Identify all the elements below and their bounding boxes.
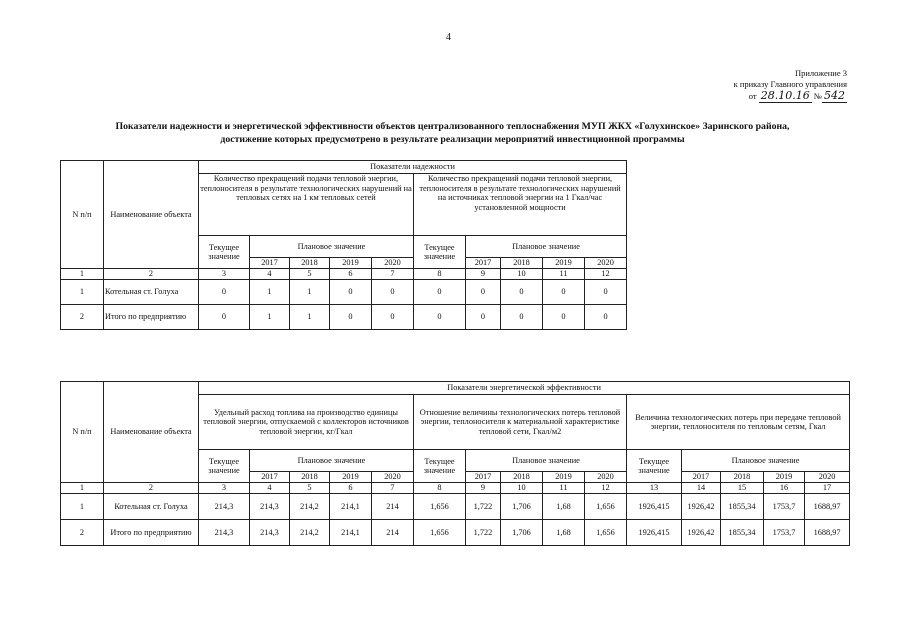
planned-value-header: Плановое значение xyxy=(682,450,850,472)
year-header: 2018 xyxy=(721,472,764,483)
cell: 0 xyxy=(543,280,585,305)
cell: 1753,7 xyxy=(764,494,805,520)
appendix-line-1: Приложение 3 xyxy=(795,68,847,78)
table-row xyxy=(61,520,850,546)
col-number: 10 xyxy=(501,269,543,280)
row-number: 2 xyxy=(61,520,104,546)
col-number: 1 xyxy=(61,269,104,280)
year-header: 2019 xyxy=(330,472,372,483)
cell: 1,706 xyxy=(501,520,543,546)
year-header: 2018 xyxy=(290,472,330,483)
cell: 1,722 xyxy=(466,494,501,520)
cell: 1926,42 xyxy=(682,520,721,546)
cell: 0 xyxy=(543,305,585,330)
col-number: 11 xyxy=(543,269,585,280)
indicator-3-header: Величина технологических потерь при передаче тепловой энергии, теплоносителя по тепловым сетям, Гкал xyxy=(627,395,850,450)
current-value-header: Текущее значение xyxy=(414,450,466,483)
col-header-num: N п/п xyxy=(61,161,104,269)
col-number: 3 xyxy=(199,483,250,494)
col-number: 15 xyxy=(721,483,764,494)
col-number: 9 xyxy=(466,269,501,280)
title-line-2: достижение которых предусмотрено в результате реализации мероприятий инвестиционной программы xyxy=(220,134,685,145)
col-number: 5 xyxy=(290,269,330,280)
col-number: 12 xyxy=(585,483,627,494)
reliability-table xyxy=(60,160,891,330)
col-number: 13 xyxy=(627,483,682,494)
col-number: 11 xyxy=(543,483,585,494)
indicator-1-header: Количество прекращений подачи тепловой энергии, теплоносителя в результате технологических нарушений на тепловых сетях на 1 км тепловых сетей xyxy=(199,174,414,236)
cell: 0 xyxy=(414,305,466,330)
cell: 1,656 xyxy=(414,494,466,520)
handwritten-date: 28.10.16 xyxy=(760,89,810,102)
current-value-header: Текущее значение xyxy=(199,236,250,269)
col-number: 6 xyxy=(330,483,372,494)
col-number: 4 xyxy=(250,269,290,280)
col-number: 2 xyxy=(104,483,199,494)
current-value-header: Текущее значение xyxy=(199,450,250,483)
energy-efficiency-table xyxy=(60,381,850,546)
cell: 1 xyxy=(290,305,330,330)
col-number: 9 xyxy=(466,483,501,494)
planned-value-header: Плановое значение xyxy=(466,236,627,258)
cell: 0 xyxy=(330,305,372,330)
col-number: 5 xyxy=(290,483,330,494)
cell: 0 xyxy=(501,305,543,330)
cell: 0 xyxy=(199,280,250,305)
cell: 1688,97 xyxy=(805,494,850,520)
cell: 1,656 xyxy=(585,494,627,520)
col-number: 12 xyxy=(585,269,627,280)
col-header-name: Наименование объекта xyxy=(104,382,199,483)
cell: 1 xyxy=(250,305,290,330)
row-name: Котельная ст. Голуха xyxy=(104,280,199,305)
year-header: 2018 xyxy=(501,472,543,483)
col-header-num: N п/п xyxy=(61,382,104,483)
col-number: 2 xyxy=(104,269,199,280)
handwritten-number: 542 xyxy=(824,89,845,102)
cell: 1,706 xyxy=(501,494,543,520)
document-title xyxy=(60,120,845,146)
year-header: 2017 xyxy=(466,472,501,483)
row-name: Котельная ст. Голуха xyxy=(104,494,199,520)
cell: 1,656 xyxy=(585,520,627,546)
cell: 1 xyxy=(250,280,290,305)
cell: 0 xyxy=(330,280,372,305)
cell: 1,68 xyxy=(543,520,585,546)
cell: 214,3 xyxy=(199,494,250,520)
cell: 214 xyxy=(372,520,414,546)
current-value-header: Текущее значение xyxy=(627,450,682,483)
row-name: Итого по предприятию xyxy=(104,520,199,546)
page-number: 4 xyxy=(446,32,451,43)
cell: 1688,97 xyxy=(805,520,850,546)
year-header: 2020 xyxy=(372,258,414,269)
cell: 214,3 xyxy=(250,520,290,546)
col-number: 14 xyxy=(682,483,721,494)
year-header: 2019 xyxy=(543,472,585,483)
appendix-line-2: к приказу Главного управления xyxy=(733,79,847,89)
cell: 0 xyxy=(372,280,414,305)
group-header-energy: Показатели энергетической эффективности xyxy=(199,382,850,395)
col-number: 1 xyxy=(61,483,104,494)
cell: 0 xyxy=(466,280,501,305)
row-number: 1 xyxy=(61,494,104,520)
cell: 1855,34 xyxy=(721,494,764,520)
cell: 0 xyxy=(501,280,543,305)
title-line-1: Показатели надежности и энергетической эффективности объектов централизованного теплоснабжения МУП ЖКХ «Голухинское» Заринского района, xyxy=(115,121,790,132)
cell: 0 xyxy=(585,305,627,330)
column-number-row xyxy=(61,483,850,494)
col-number: 8 xyxy=(414,269,466,280)
cell: 1926,415 xyxy=(627,520,682,546)
indicator-2-header: Отношение величины технологических потерь тепловой энергии, теплоносителя к материальной характеристике тепловой сети, Гкал/м2 xyxy=(414,395,627,450)
col-number: 3 xyxy=(199,269,250,280)
planned-value-header: Плановое значение xyxy=(466,450,627,472)
indicator-1-header: Удельный расход топлива на производство единицы тепловой энергии, отпускаемой с коллекторов источников тепловой энергии, кг/Гкал xyxy=(199,395,414,450)
cell: 1 xyxy=(290,280,330,305)
cell: 214,3 xyxy=(250,494,290,520)
cell: 1,68 xyxy=(543,494,585,520)
cell: 1855,34 xyxy=(721,520,764,546)
cell: 214,2 xyxy=(290,494,330,520)
row-number: 1 xyxy=(61,280,104,305)
planned-value-header: Плановое значение xyxy=(250,236,414,258)
col-number: 8 xyxy=(414,483,466,494)
year-header: 2017 xyxy=(250,258,290,269)
col-number: 17 xyxy=(805,483,850,494)
year-header: 2017 xyxy=(466,258,501,269)
cell: 1753,7 xyxy=(764,520,805,546)
cell: 1926,42 xyxy=(682,494,721,520)
year-header: 2020 xyxy=(805,472,850,483)
cell: 214 xyxy=(372,494,414,520)
planned-value-header: Плановое значение xyxy=(250,450,414,472)
col-number: 7 xyxy=(372,269,414,280)
cell: 214,1 xyxy=(330,520,372,546)
cell: 0 xyxy=(466,305,501,330)
group-header-reliability: Показатели надежности xyxy=(199,161,627,174)
cell: 214,1 xyxy=(330,494,372,520)
cell: 0 xyxy=(372,305,414,330)
year-header: 2017 xyxy=(250,472,290,483)
year-header: 2020 xyxy=(585,258,627,269)
from-label: от xyxy=(748,91,757,101)
year-header: 2017 xyxy=(682,472,721,483)
year-header: 2018 xyxy=(290,258,330,269)
col-number: 7 xyxy=(372,483,414,494)
cell: 0 xyxy=(585,280,627,305)
year-header: 2020 xyxy=(372,472,414,483)
year-header: 2018 xyxy=(501,258,543,269)
cell: 1926,415 xyxy=(627,494,682,520)
appendix-order-ref xyxy=(749,90,847,102)
col-number: 16 xyxy=(764,483,805,494)
col-header-name: Наименование объекта xyxy=(104,161,199,269)
indicator-2-header: Количество прекращений подачи тепловой энергии, теплоносителя в результате технологических нарушений на источниках тепловой энергии на 1 Гкал/час установленной мощности xyxy=(414,174,627,236)
current-value-header: Текущее значение xyxy=(414,236,466,269)
cell: 0 xyxy=(199,305,250,330)
row-name: Итого по предприятию xyxy=(104,305,199,330)
cell: 214,3 xyxy=(199,520,250,546)
col-number: 10 xyxy=(501,483,543,494)
cell: 214,2 xyxy=(290,520,330,546)
year-header: 2019 xyxy=(764,472,805,483)
row-number: 2 xyxy=(61,305,104,330)
table-row xyxy=(61,494,850,520)
year-header: 2019 xyxy=(543,258,585,269)
cell: 1,722 xyxy=(466,520,501,546)
col-number: 4 xyxy=(250,483,290,494)
number-label: № xyxy=(813,91,822,101)
year-header: 2019 xyxy=(330,258,372,269)
cell: 1,656 xyxy=(414,520,466,546)
col-number: 6 xyxy=(330,269,372,280)
cell: 0 xyxy=(414,280,466,305)
spacer xyxy=(627,161,891,330)
year-header: 2020 xyxy=(585,472,627,483)
